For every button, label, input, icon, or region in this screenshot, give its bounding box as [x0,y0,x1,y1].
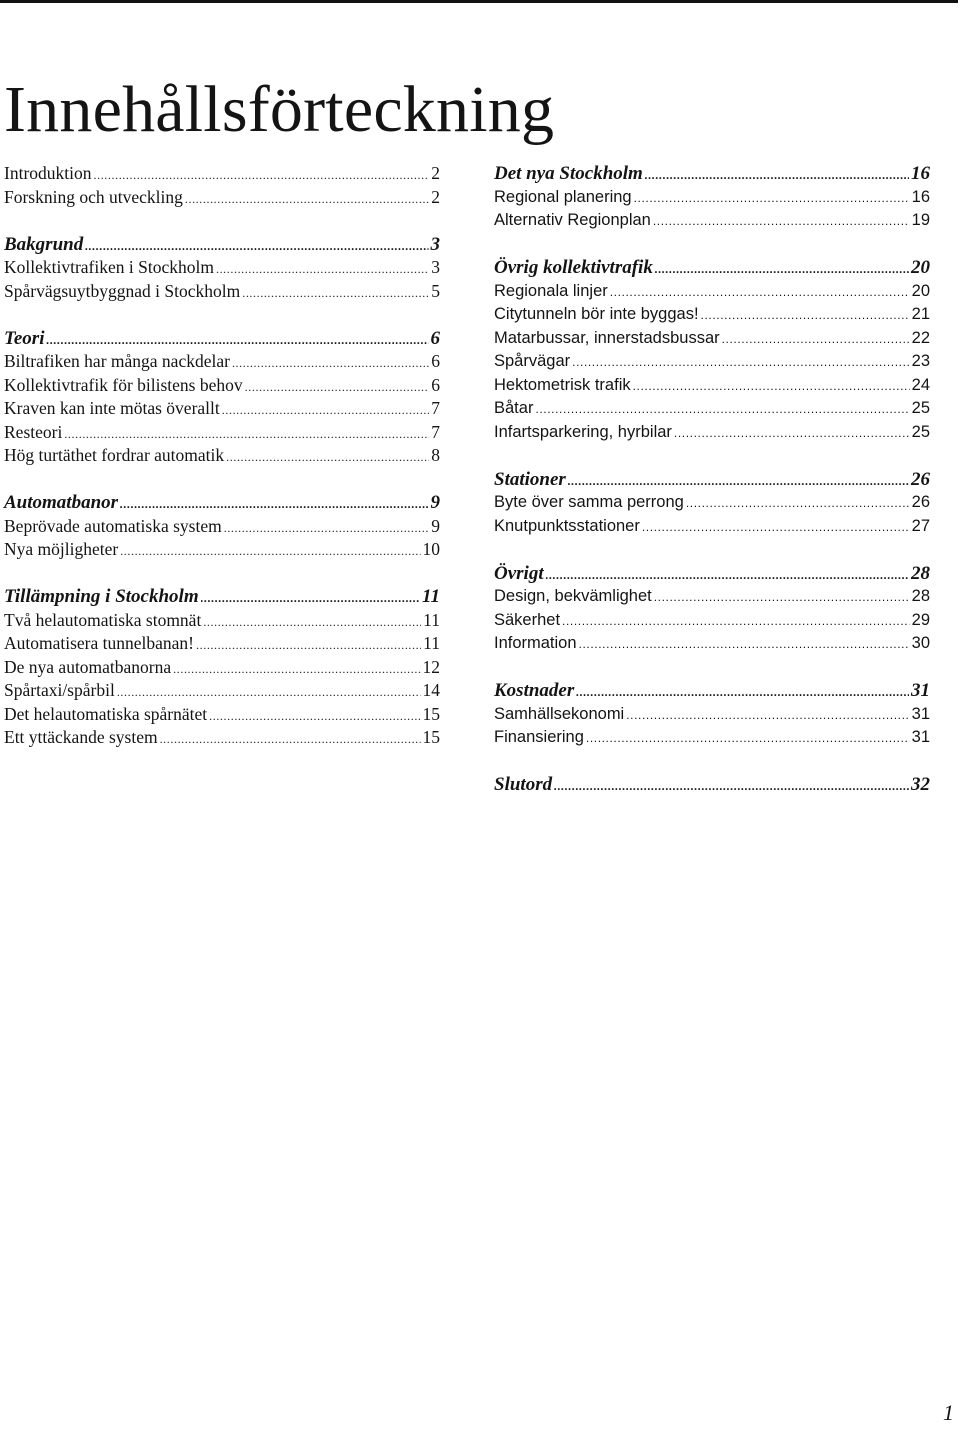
toc-dot-leader [653,210,910,234]
toc-entry-label: Finansiering [494,728,584,746]
toc-entry-page: 21 [911,305,930,323]
toc-dot-leader [655,258,909,282]
page-number: 1 [943,1400,954,1425]
toc-entry-label: Teori [4,327,45,349]
toc-entry[interactable] [4,679,440,703]
toc-spacer [494,444,930,468]
toc-entry-page: 3 [431,257,440,277]
toc-spacer [4,303,440,327]
toc-entry-label: Hektometrisk trafik [494,375,631,394]
toc-spacer [4,562,440,586]
toc-dot-leader [586,727,910,751]
toc-section-heading[interactable] [494,562,930,586]
toc-entry-label: Knutpunktsstationer [494,516,640,535]
toc-dot-leader [610,281,910,305]
toc-section-heading[interactable] [494,162,930,186]
toc-entry-label: Samhällsekonomi [494,704,625,723]
toc-entry-label: Regionala linjer [494,281,608,300]
toc-entry[interactable] [4,656,440,680]
toc-entry[interactable] [4,632,440,656]
toc-entry-label: Tillämpning i Stockholm [4,586,199,607]
toc-entry[interactable] [494,703,930,727]
toc-entry-label: Säkerhet [494,610,561,629]
toc-entry[interactable] [494,209,930,233]
toc-dot-leader [85,235,428,259]
toc-entry[interactable] [4,609,440,633]
toc-entry-label: Citytunneln bör inte byggas! [494,305,699,323]
toc-entry-page: 30 [911,634,930,652]
toc-entry-page: 20 [911,281,930,300]
toc-entry-page: 20 [911,257,930,278]
toc-entry-page: 26 [911,493,930,511]
toc-entry-page: 2 [431,186,440,207]
toc-entry-page: 32 [911,774,930,795]
toc-dot-leader [642,516,910,540]
toc-entry[interactable] [4,515,440,539]
toc-entry-page: 9 [431,515,440,536]
toc-entry-label: Alternativ Regionplan [494,211,651,229]
toc-entry-page: 31 [911,728,930,746]
toc-entry-label: De nya automatbanorna [4,656,172,677]
toc-entry-page: 11 [422,586,440,607]
toc-entry-label: Två helautomatiska stomnät [4,609,202,630]
toc-dot-leader [562,610,910,634]
toc-dot-leader [120,540,420,564]
toc-dot-leader [64,423,429,447]
toc-dot-leader [634,187,910,211]
toc-entry-page: 10 [422,539,440,559]
toc-entry[interactable] [494,186,930,210]
toc-entry-label: Automatisera tunnelbanan! [4,633,195,653]
toc-entry-page: 25 [911,422,930,441]
toc-entry-page: 31 [911,704,930,723]
toc-dot-leader [173,658,420,682]
toc-dot-leader [222,399,429,423]
toc-dot-leader [224,517,430,541]
toc-entry-page: 22 [911,328,930,347]
toc-dot-leader [196,634,421,658]
toc-entry-label: Bakgrund [4,233,84,255]
toc-dot-leader [626,704,909,728]
toc-entry-page: 6 [430,327,440,349]
toc-dot-leader [94,164,430,188]
toc-dot-leader [701,304,910,328]
toc-entry-label: Infartsparkering, hyrbilar [494,422,672,441]
toc-entry-label: Forskning och utveckling [4,186,183,207]
toc-entry-page: 6 [431,351,440,371]
toc-entry-page: 16 [911,187,930,206]
toc-entry[interactable] [4,162,440,186]
toc-entry[interactable] [494,327,930,351]
toc-dot-leader [568,470,909,494]
toc-entry-page: 26 [911,468,930,490]
toc-dot-leader [46,329,428,353]
toc-entry[interactable] [494,726,930,750]
toc-entry-page: 28 [911,587,930,605]
toc-entry-label: Övrigt [494,562,544,584]
toc-entry-page: 31 [911,680,930,701]
toc-entry-page: 8 [431,445,440,465]
toc-entry-page: 2 [431,163,440,183]
toc-dot-leader [633,375,910,399]
toc-entry[interactable] [494,397,930,421]
toc-entry[interactable] [4,421,440,445]
toc-entry-page: 7 [431,398,440,418]
toc-entry-label: Beprövade automatiska system [4,515,222,536]
toc-entry-label: Övrig kollektivtrafik [494,257,653,278]
toc-entry-page: 25 [911,399,930,417]
toc-dot-leader [185,188,429,212]
toc-spacer [494,538,930,562]
toc-entry-label: Stationer [494,468,566,490]
toc-entry[interactable] [494,421,930,445]
toc-entry[interactable] [4,397,440,421]
top-rule [0,0,958,3]
toc-entry-label: Kollektivtrafiken i Stockholm [4,257,214,277]
toc-entry-label: Kollektivtrafik för bilistens behov [4,374,243,395]
toc-dot-leader [535,398,909,422]
toc-entry-page: 11 [423,609,440,630]
toc-spacer [494,656,930,680]
toc-entry-label: Kraven kan inte mötas överallt [4,398,220,418]
toc-entry-page: 19 [911,211,930,229]
toc-dot-leader [579,633,910,657]
toc-entry-label: Nya möjligheter [4,539,119,559]
toc-entry-page: 3 [430,233,440,255]
toc-entry-label: Båtar [494,399,534,417]
toc-entry-page: 5 [431,280,440,301]
toc-section-heading[interactable] [4,233,440,257]
toc-entry-label: Spårtaxi/spårbil [4,680,115,700]
page-title: Innehållsförteckning [4,73,555,146]
toc-dot-leader [232,352,429,376]
toc-dot-leader [645,164,909,188]
toc-dot-leader [117,681,421,705]
toc-entry[interactable] [4,703,440,727]
toc-section-heading[interactable] [494,679,930,703]
toc-entry[interactable] [494,632,930,656]
toc-entry-label: Det helautomatiska spårnätet [4,703,208,724]
toc-dot-leader [654,586,910,610]
toc-entry[interactable] [4,374,440,398]
toc-entry[interactable] [494,609,930,633]
toc-section-heading[interactable] [494,256,930,280]
toc-section-heading[interactable] [494,773,930,797]
toc-entry[interactable] [4,350,440,374]
toc-dot-leader [554,775,909,799]
toc-entry[interactable] [494,303,930,327]
toc-entry-page: 27 [911,516,930,535]
toc-right-column [494,162,930,797]
toc-dot-leader [245,376,430,400]
toc-entry-label: Introduktion [4,163,92,183]
toc-entry[interactable] [4,444,440,468]
toc-entry-page: 9 [430,492,440,513]
toc-dot-leader [209,705,420,729]
toc-spacer [4,209,440,233]
toc-entry-label: Matarbussar, innerstadsbussar [494,328,720,347]
toc-entry-label: Information [494,634,577,652]
toc-spacer [494,233,930,257]
toc-entry-page: 6 [431,374,440,395]
toc-section-heading[interactable] [4,491,440,515]
toc-entry-page: 29 [911,610,930,629]
toc-dot-leader [216,258,429,282]
toc-dot-leader [201,587,420,611]
toc-dot-leader [226,446,429,470]
toc-entry-page: 14 [422,680,440,700]
toc-entry-label: Kostnader [494,680,575,701]
toc-dot-leader [242,282,429,306]
toc-entry-page: 23 [911,352,930,370]
toc-entry[interactable] [494,491,930,515]
toc-dot-leader [722,328,910,352]
toc-entry-label: Spårvägar [494,352,571,370]
toc-entry-page: 15 [422,703,440,724]
toc-entry-label: Ett yttäckande system [4,727,158,747]
toc-entry-label: Det nya Stockholm [494,163,643,184]
toc-entry-label: Design, bekvämlighet [494,587,652,605]
toc-dot-leader [546,564,909,588]
toc-entry-page: 16 [911,163,930,184]
toc-entry-page: 12 [422,656,440,677]
toc-dot-leader [203,611,421,635]
toc-dot-leader [674,422,910,446]
toc-entry-label: Hög turtäthet fordrar automatik [4,445,225,465]
toc-dot-leader [120,493,428,517]
toc-entry-page: 28 [911,562,930,584]
toc-entry-label: Slutord [494,774,553,795]
toc-entry[interactable] [494,280,930,304]
toc-entry-label: Automatbanor [4,492,119,513]
toc-spacer [494,750,930,774]
toc-entry-page: 11 [423,633,440,653]
toc-entry-label: Resteori [4,421,63,442]
toc-entry-page: 24 [911,375,930,394]
toc-entry[interactable] [4,280,440,304]
toc-entry-label: Spårvägsuytbyggnad i Stockholm [4,280,241,301]
toc-dot-leader [572,351,910,375]
toc-entry[interactable] [494,585,930,609]
toc-entry[interactable] [494,515,930,539]
toc-spacer [4,468,440,492]
toc-entry-page: 7 [431,421,440,442]
toc-entry[interactable] [494,374,930,398]
toc-section-heading[interactable] [4,327,440,351]
toc-entry-label: Regional planering [494,187,632,206]
toc-section-heading[interactable] [4,585,440,609]
toc-entry-label: Byte över samma perrong [494,493,684,511]
toc-entry[interactable] [4,256,440,280]
toc-dot-leader [686,492,910,516]
toc-left-column [4,162,440,750]
toc-entry[interactable] [4,186,440,210]
toc-section-heading[interactable] [494,468,930,492]
toc-dot-leader [576,681,909,705]
toc-entry-label: Biltrafiken har många nackdelar [4,351,230,371]
toc-entry[interactable] [4,726,440,750]
toc-entry[interactable] [494,350,930,374]
toc-dot-leader [160,728,421,752]
toc-entry[interactable] [4,538,440,562]
toc-entry-page: 15 [422,727,440,747]
